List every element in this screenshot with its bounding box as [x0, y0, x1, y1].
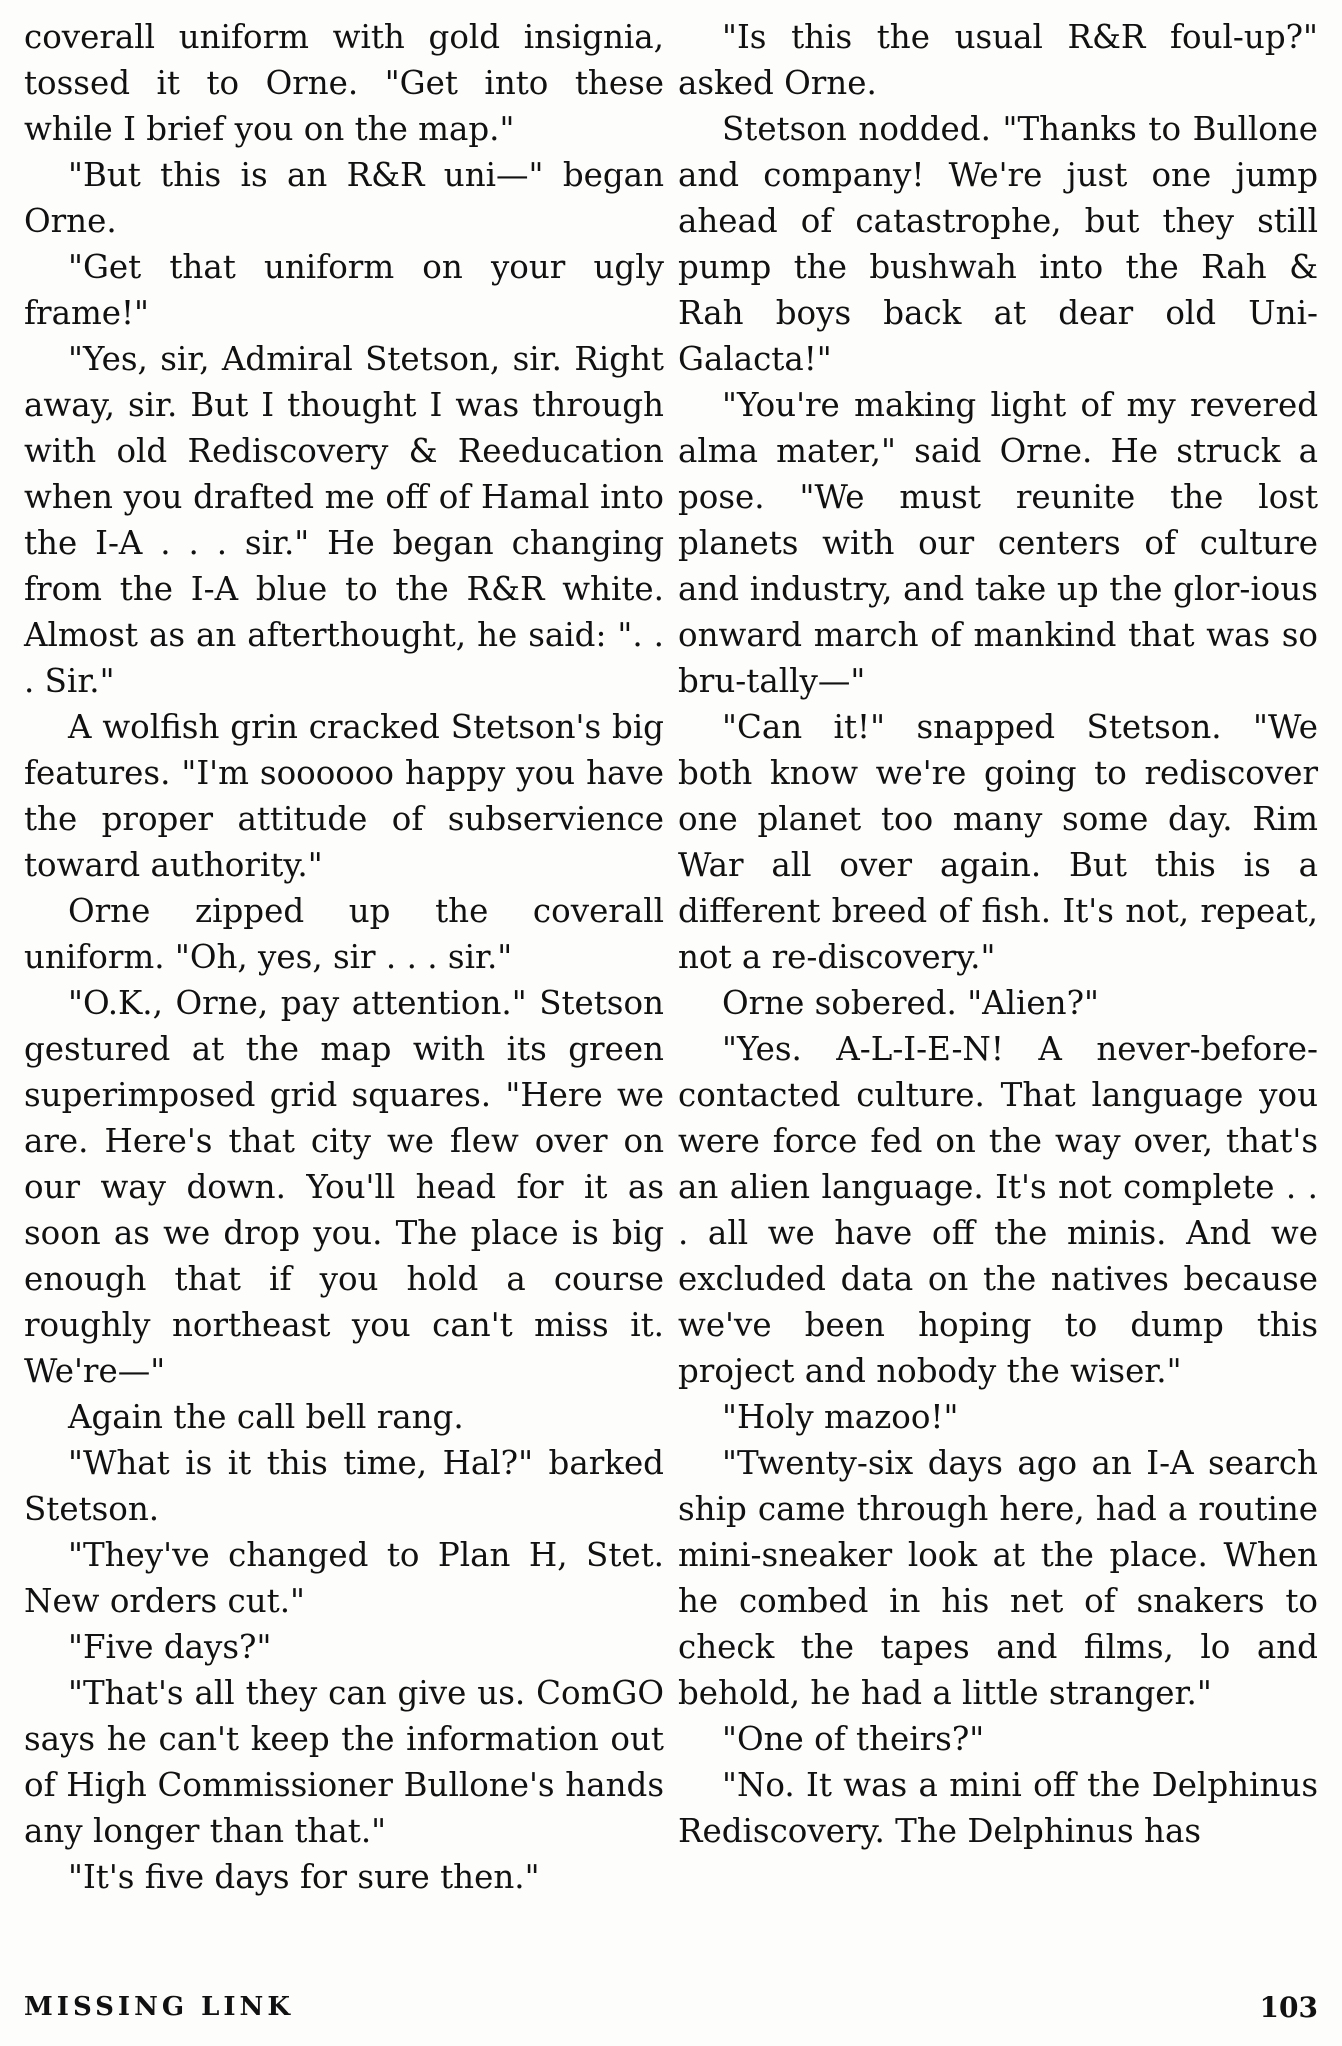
paragraph: "That's all they can give us. ComGO says he can't keep the information out of High Commissioner Bullone's hands any longer than that." [24, 1674, 664, 1850]
paragraph: "Get that uniform on your ugly frame!" [24, 248, 664, 332]
right-column [678, 14, 1318, 1964]
paragraph: "It's five days for sure then." [68, 1858, 540, 1896]
paragraph: "Yes, sir, Admiral Stetson, sir. Right away, sir. But I thought I was through with old Rediscovery & Reeducation when you drafted me off of Hamal into the I-A . . . sir." He began changing from the I-A blue to the R&R white. Almost as an afterthought, he said: ". . . Sir." [24, 340, 664, 700]
paragraph: "Holy mazoo!" [722, 1398, 959, 1436]
page-body [24, 14, 1318, 1964]
paragraph: Stetson nodded. "Thanks to Bullone and company! We're just one jump ahead of catastrophe, but they still pump the bushwah into the Rah & Rah boys back at dear old Uni-Galacta!" [678, 110, 1318, 378]
paragraph: "Twenty-six days ago an I-A search ship came through here, had a routine mini-sneaker look at the place. When he combed in his net of snakers to check the tapes and films, lo and behold, he had a little stranger." [678, 1444, 1318, 1712]
paragraph: A wolfish grin cracked Stetson's big features. "I'm soooooo happy you have the proper attitude of subservience toward authority." [24, 708, 664, 884]
paragraph: "One of theirs?" [722, 1720, 985, 1758]
paragraph: Again the call bell rang. [68, 1398, 464, 1436]
paragraph: "Yes. A-L-I-E-N! A never-before-contacted culture. That language you were force fed on the way over, that's an alien language. It's not complete . . . all we have off the minis. And we excluded data on the natives because we've been hoping to dump this project and nobody the wiser." [678, 1030, 1318, 1390]
paragraph: Orne zipped up the coverall uniform. "Oh, yes, sir . . . sir." [24, 892, 664, 976]
page-footer [24, 1982, 1318, 2032]
paragraph: Orne sobered. "Alien?" [722, 984, 1099, 1022]
paragraph: "No. It was a mini off the Delphinus Rediscovery. The Delphinus has [678, 1766, 1318, 1850]
paragraph: "But this is an R&R uni—" began Orne. [24, 156, 664, 240]
paragraph: "What is it this time, Hal?" barked Stetson. [24, 1444, 664, 1528]
paragraph: coverall uniform with gold insignia, tossed it to Orne. "Get into these while I brief you on the map." [24, 18, 664, 148]
paragraph: "Five days?" [68, 1628, 272, 1666]
paragraph: "O.K., Orne, pay attention." Stetson gestured at the map with its green superimposed grid squares. "Here we are. Here's that city we flew over on our way down. You'll head for it as soon as we drop you. The place is big enough that if you hold a course roughly northeast you can't miss it. We're—" [24, 984, 664, 1390]
paragraph: "You're making light of my revered alma mater," said Orne. He struck a pose. "We must reunite the lost planets with our centers of culture and industry, and take up the glor-ious onward march of mankind that was so bru-tally—" [678, 386, 1318, 700]
paragraph: "Can it!" snapped Stetson. "We both know we're going to rediscover one planet too many some day. Rim War all over again. But this is a different breed of fish. It's not, repeat, not a re-discovery." [678, 708, 1318, 976]
paragraph: "They've changed to Plan H, Stet. New orders cut." [24, 1536, 664, 1620]
running-title: MISSING LINK [24, 1992, 294, 2022]
left-column [24, 14, 664, 1964]
paragraph: "Is this the usual R&R foul-up?" asked Orne. [678, 18, 1318, 102]
page-number: 103 [1259, 1990, 1318, 2024]
